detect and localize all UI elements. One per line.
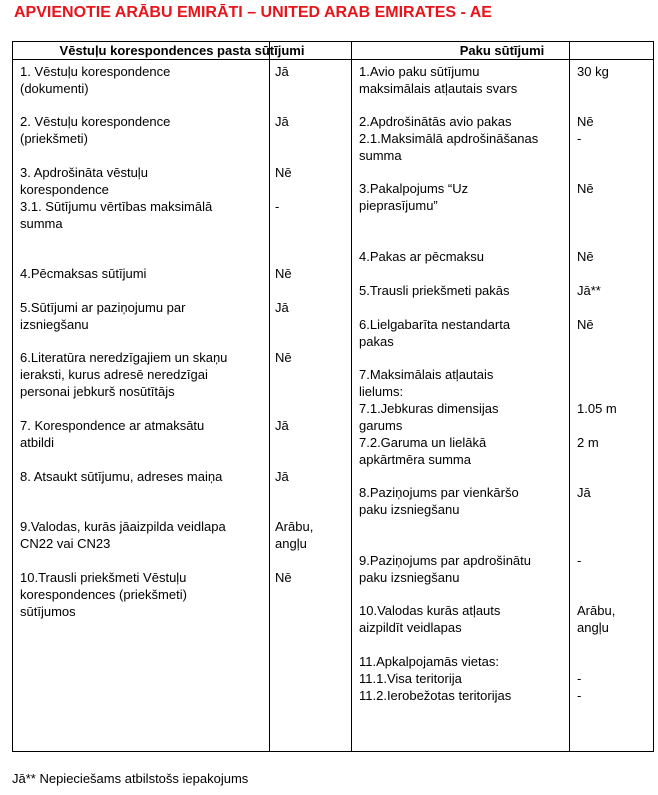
letter-item-value: Jā	[275, 418, 289, 433]
footnote: Jā** Nepieciešams atbilstošs iepakojums	[12, 771, 249, 786]
parcel-item-label: 10.Valodas kurās atļauts aizpildīt veidlapas	[359, 603, 501, 635]
parcel-item-value: -	[577, 131, 582, 146]
letter-item-value: Nē	[275, 165, 292, 180]
letter-item-value: Jā	[275, 300, 289, 315]
letter-item-label: 6.Literatūra neredzīgajiem un skaņu ieraksti, kurus adresē neredzīgai personai jebkurš nosūtītājs	[20, 350, 228, 399]
letter-item-label: 9.Valodas, kurās jāaizpilda veidlapa CN22 vai CN23	[20, 519, 226, 551]
parcel-item-value: 2 m	[577, 435, 599, 450]
letter-item-value: Jā	[275, 114, 289, 129]
letter-item-label: 7. Korespondence ar atmaksātu atbildi	[20, 418, 205, 450]
letter-item-value: Nē	[275, 570, 292, 585]
parcel-item-value: Nē	[577, 114, 594, 129]
letter-item-label: 2. Vēstuļu korespondence (priekšmeti)	[20, 114, 171, 146]
table-divider	[269, 42, 270, 751]
services-table	[12, 41, 654, 752]
parcel-item-label: 4.Pakas ar pēcmaksu	[359, 249, 485, 264]
letter-item-value: -	[275, 199, 280, 214]
letter-item-label: 5.Sūtījumi ar paziņojumu par izsniegšanu	[20, 300, 186, 332]
parcel-item-label: 6.Lielgabarīta nestandarta pakas	[359, 317, 511, 349]
letter-item-value: Arābu, angļu	[275, 519, 314, 551]
parcel-item-label: 1.Avio paku sūtījumu maksimālais atļautais svars	[359, 64, 518, 96]
parcel-item-label: 5.Trausli priekšmeti pakās	[359, 283, 510, 298]
parcel-item-label: 7.Maksimālais atļautais lielums:	[359, 367, 494, 399]
letter-mail-header: Vēstuļu korespondences pasta sūtījumi	[59, 43, 305, 58]
letter-item-label: 3.1. Sūtījumu vērtības maksimālā summa	[20, 199, 213, 231]
parcel-item-value: Nē	[577, 249, 594, 264]
letter-item-label: 4.Pēcmaksas sūtījumi	[20, 266, 147, 281]
parcel-item-label: 8.Paziņojums par vienkāršo paku izsniegšanu	[359, 485, 519, 517]
parcel-item-label: 3.Pakalpojums “Uz pieprasījumu”	[359, 181, 469, 213]
parcel-item-label: 11.1.Visa teritorija	[359, 671, 462, 686]
parcel-item-value: -	[577, 671, 582, 686]
parcel-item-value: 1.05 m	[577, 401, 617, 416]
parcel-item-label: 2.1.Maksimālā apdrošināšanas summa	[359, 131, 539, 163]
parcel-item-label: 11.2.Ierobežotas teritorijas	[359, 688, 512, 703]
header-divider	[13, 59, 653, 60]
parcel-item-value: Nē	[577, 317, 594, 332]
letter-item-label: 3. Apdrošināta vēstuļu korespondence	[20, 165, 148, 197]
letter-item-value: Nē	[275, 266, 292, 281]
letter-item-value: Jā	[275, 469, 289, 484]
parcel-item-value: -	[577, 553, 582, 568]
parcel-item-value: 30 kg	[577, 64, 609, 79]
table-divider	[569, 42, 570, 751]
letter-item-label: 1. Vēstuļu korespondence (dokumenti)	[20, 64, 171, 96]
parcel-item-label: 9.Paziņojums par apdrošinātu paku izsniegšanu	[359, 553, 531, 585]
parcel-item-label: 11.Apkalpojamās vietas:	[359, 654, 499, 669]
letter-item-value: Nē	[275, 350, 292, 365]
parcel-item-label: 7.2.Garuma un lielākā apkārtmēra summa	[359, 435, 487, 467]
parcel-item-value: Jā	[577, 485, 591, 500]
letter-item-label: 10.Trausli priekšmeti Vēstuļu korespondences (priekšmeti) sūtījumos	[20, 570, 187, 619]
letter-item-value: Jā	[275, 64, 289, 79]
parcels-header: Paku sūtījumi	[459, 43, 545, 58]
parcel-item-value: -	[577, 688, 582, 703]
parcel-item-label: 2.Apdrošinātās avio pakas	[359, 114, 512, 129]
table-divider	[351, 42, 352, 751]
parcel-item-value: Nē	[577, 181, 594, 196]
parcel-item-value: Arābu, angļu	[577, 603, 616, 635]
letter-item-label: 8. Atsaukt sūtījumu, adreses maiņa	[20, 469, 223, 484]
parcel-item-label: 7.1.Jebkuras dimensijas garums	[359, 401, 499, 433]
parcel-item-value: Jā**	[577, 283, 601, 298]
page-title: APVIENOTIE ARĀBU EMIRĀTI – UNITED ARAB EMIRATES - AE	[14, 4, 492, 21]
